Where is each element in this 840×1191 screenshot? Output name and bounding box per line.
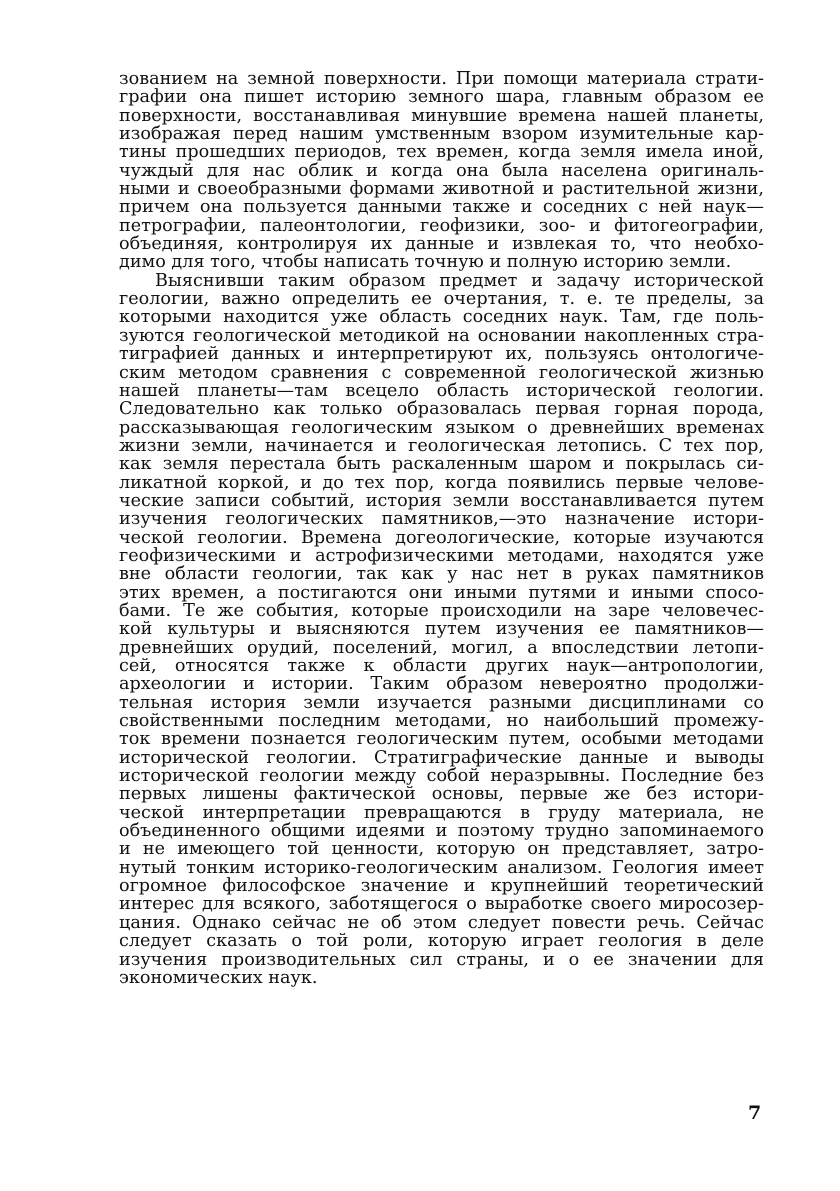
text-line: вне области геологии, так как у нас нет в руках памятников: [119, 564, 764, 585]
text-line: интерес для всякого, заботящегося о выработке своего миросозер-: [119, 894, 764, 915]
text-line: жизни земли, начинается и геологическая летопись. С тех пор,: [119, 435, 764, 456]
text-line: первых лишены фактической основы, первые же без истори-: [119, 784, 764, 805]
text-line: археологии и истории. Таким образом невероятно продолжи-: [119, 674, 764, 695]
text-line: зуются геологической методикой на основании накопленных стра-: [119, 325, 764, 346]
text-line: объединяя, контролируя их данные и извлекая то, что необхо-: [119, 234, 764, 255]
text-line: нутый тонким историко-геологическим анализом. Геология имеет: [119, 857, 764, 878]
text-line: зованием на земной поверхности. При помощи материала страти-: [119, 69, 764, 89]
text-line: рассказывающая геологическим языком о древнейших временах: [119, 417, 764, 438]
paragraph: [119, 272, 764, 987]
text-line: древнейших орудий, поселений, могил, а впоследствии летопи-: [119, 637, 764, 658]
text-line: ческие записи событий, история земли восстанавливается путем: [119, 490, 764, 511]
text-line: исторической геологии между собой неразрывны. Последние без: [119, 766, 764, 787]
text-line: свойственными последним методами, но наибольший промежу-: [119, 711, 764, 732]
text-line: цания. Однако сейчас не об этом следует повести речь. Сейчас: [119, 912, 764, 933]
text-line: ческой геологии. Времена догеологические, которые изучаются: [119, 527, 764, 548]
text-line: этих времен, а постигаются они иными путями и иными спосо-: [119, 582, 764, 603]
text-line: сей, относятся также к области других наук—антропологии,: [119, 656, 764, 676]
text-line: изображая перед нашим умственным взором изумительные кар-: [119, 124, 764, 145]
text-line: ческой интерпретации превращаются в груду материала, не: [119, 802, 764, 823]
text-line: и не имеющего той ценности, которую он представляет, затро-: [119, 839, 764, 860]
text-line: ток времени познается геологическим путем, особыми методами: [119, 729, 764, 750]
text-line: причем она пользуется данными также и соседних с ней наук—: [119, 197, 764, 218]
text-line: бами. Те же события, которые происходили на заре человечес-: [119, 600, 764, 621]
text-line: чуждый для нас облик и когда она была населена оригиналь-: [119, 160, 764, 181]
text-line: графии она пишет историю земного шара, главным образом ее: [119, 87, 764, 108]
text-line: ными и своеобразными формами животной и растительной жизни,: [119, 179, 764, 200]
text-line: ликатной коркой, и до тех пор, когда появились первые челове-: [119, 472, 764, 493]
text-line: димо для того, чтобы написать точную и полную историю земли.: [119, 252, 732, 273]
text-line: петрографии, палеонтологии, геофизики, зоо- и фитогеографии,: [119, 215, 764, 236]
text-line: ским методом сравнения с современной геологической жизнью: [119, 362, 764, 383]
text-line: тельная история земли изучается разными дисциплинами со: [119, 692, 764, 713]
text-line: кой культуры и выясняются путем изучения ее памятников—: [119, 619, 764, 640]
text-line: изучения производительных сил страны, и о ее значении для: [119, 949, 764, 970]
text-line: исторической геологии. Стратиграфические данные и выводы: [119, 747, 764, 768]
body-text: [119, 70, 764, 987]
text-line: огромное философское значение и крупнейший теоретический: [119, 876, 764, 897]
text-line: тины прошедших периодов, тех времен, когда земля имела иной,: [119, 142, 764, 163]
text-line: геофизическими и астрофизическими методами, находятся уже: [119, 545, 764, 566]
text-line: которыми находится уже область соседних наук. Там, где поль-: [119, 307, 764, 328]
text-line: нашей планеты—там всецело область исторической геологии.: [119, 380, 764, 401]
text-line: Следовательно как только образовалась первая горная порода,: [119, 399, 764, 420]
text-line: экономических наук.: [119, 967, 318, 988]
text-line: как земля перестала быть раскаленным шаром и покрылась си-: [119, 454, 764, 475]
page-number: 7: [748, 1102, 762, 1124]
text-line: изучения геологических памятников,—это назначение истори-: [119, 509, 764, 530]
text-line: геологии, важно определить ее очертания, т. е. те пределы, за: [119, 289, 764, 310]
text-line: Выяснивши таким образом предмет и задачу исторической: [155, 270, 764, 291]
text-line: следует сказать о той роли, которую играет геология в деле: [119, 931, 764, 952]
text-line: поверхности, восстанавливая минувшие времена нашей планеты,: [119, 105, 764, 126]
paragraph: [119, 70, 764, 272]
text-line: объединенного общими идеями и поэтому трудно запоминаемого: [119, 821, 764, 842]
text-line: тиграфией данных и интерпретируют их, пользуясь онтологиче-: [119, 344, 764, 365]
